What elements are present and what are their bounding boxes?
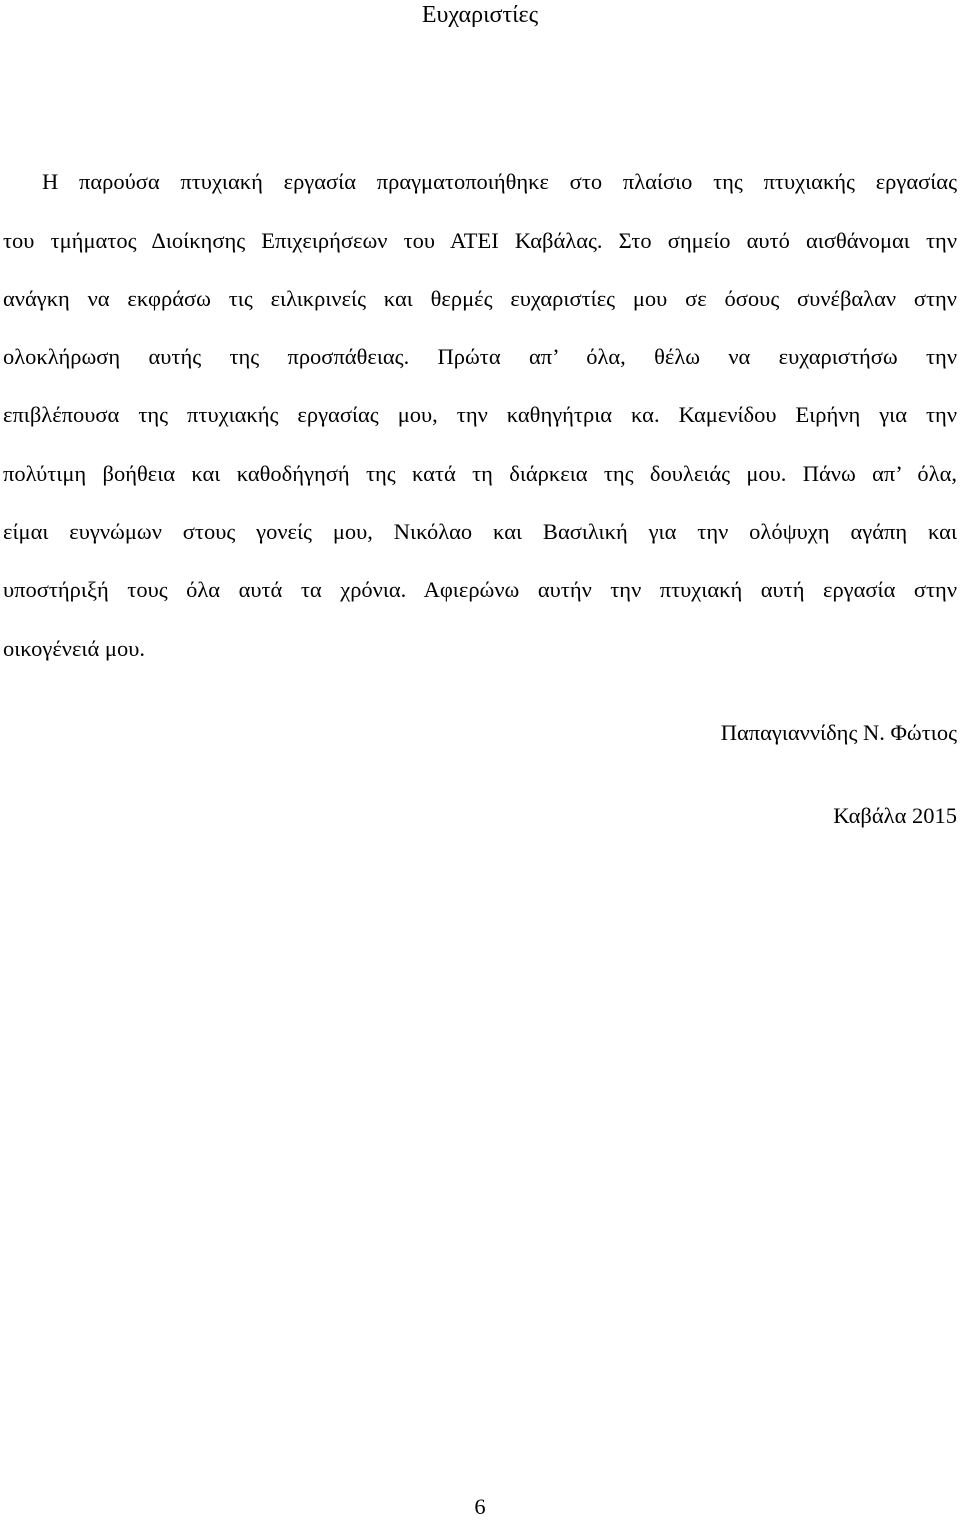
page-number: 6: [474, 1494, 486, 1519]
paragraph-line-4: ολοκλήρωση αυτής της προσπάθειας. Πρώτα απ’ όλα, θέλω να ευχαριστήσω την: [3, 344, 957, 369]
paragraph-line-9: οικογένειά μου.: [3, 636, 145, 661]
paragraph-line-3: ανάγκη να εκφράσω τις ειλικρινείς και θερμές ευχαριστίες μου σε όσους συνέβαλαν στην: [3, 286, 957, 311]
page-title: Ευχαριστίες: [421, 2, 539, 28]
signature-place-date: Καβάλα 2015: [833, 803, 957, 828]
paragraph-line-1: Η παρούσα πτυχιακή εργασία πραγματοποιήθηκε στο πλαίσιο της πτυχιακής εργασίας: [42, 169, 957, 194]
paragraph-line-8: υποστήριξή τους όλα αυτά τα χρόνια. Αφιερώνω αυτήν την πτυχιακή αυτή εργασία στην: [3, 577, 957, 602]
paragraph-line-7: είμαι ευγνώμων στους γονείς μου, Νικόλαο και Βασιλική για την ολόψυχη αγάπη και: [3, 519, 957, 544]
paragraph-line-2: του τμήματος Διοίκησης Επιχειρήσεων του ΑΤΕΙ Καβάλας. Στο σημείο αυτό αισθάνομαι την: [3, 228, 957, 253]
paragraph-line-6: πολύτιμη βοήθεια και καθοδήγησή της κατά τη διάρκεια της δουλειάς μου. Πάνω απ’ όλα,: [3, 461, 957, 486]
signature-name: Παπαγιαννίδης Ν. Φώτιος: [720, 720, 957, 745]
paragraph-line-5: επιβλέπουσα της πτυχιακής εργασίας μου, την καθηγήτρια κα. Καμενίδου Ειρήνη για την: [3, 402, 957, 427]
